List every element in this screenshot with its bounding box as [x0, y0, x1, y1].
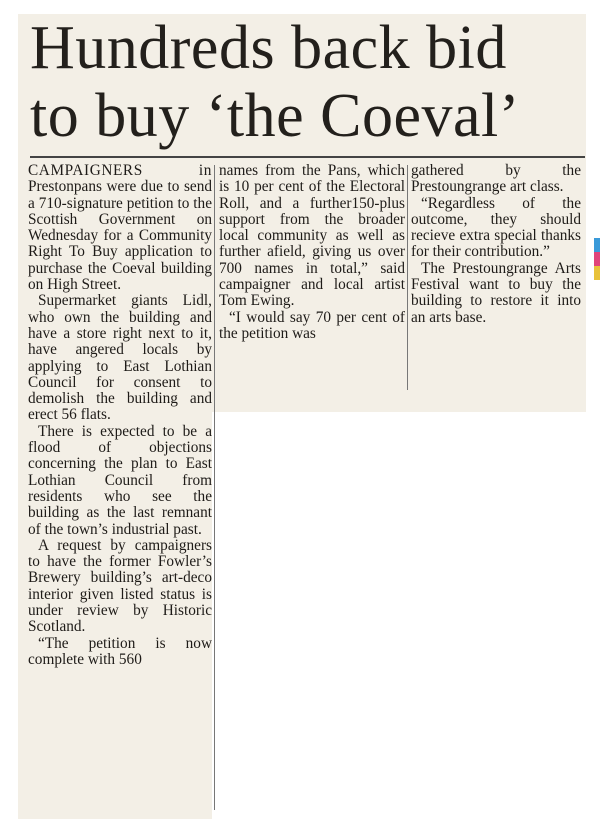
article-column-2 — [219, 163, 405, 389]
headline-line-2: to buy ‘the Coeval’ — [30, 82, 520, 150]
paragraph: There is expected to be a flood of objections concerning the plan to East Lothian Council from residents who see the building as the last remnant of the town’s industrial past. — [28, 422, 212, 538]
paragraph: “I would say 70 per cent of the petition was — [219, 308, 405, 342]
edge-mark-pink — [594, 252, 600, 266]
article-headline — [30, 14, 585, 150]
headline-rule — [30, 156, 585, 158]
edge-mark-blue — [594, 238, 600, 252]
headline-line-1: Hundreds back bid — [30, 14, 507, 82]
column-divider — [214, 165, 215, 810]
paragraph: names from the Pans, which is 10 per cent of the Electoral Roll, and a further150-plus support from the broader local community as well as further afield, giving us over 700 names in total,” said campaigner and local artist Tom Ewing. — [219, 162, 405, 310]
column-divider — [407, 165, 408, 390]
article-column-1 — [28, 163, 212, 811]
paragraph: “Regardless of the outcome, they should recieve extra special thanks for their contribution.” — [411, 194, 581, 261]
paragraph: Supermarket giants Lidl, who own the building and have a store right next to it, have angered locals by applying to East Lothian Council for consent to demolish the building and erect 56 flats. — [28, 292, 212, 424]
lead-word: CAMPAIGNERS in — [28, 162, 212, 179]
paragraph: gathered by the Prestoungrange art class. — [411, 162, 581, 196]
paragraph: CAMPAIGNERS in Prestonpans were due to send a 710-signature petition to the Scottish Government on Wednesday for a Community Right To Buy application to purchase the Coeval building on High Street. — [28, 162, 212, 294]
clipping-cutaway — [212, 412, 600, 835]
edge-mark-yellow — [594, 266, 600, 280]
paragraph: “The petition is now complete with 560 — [28, 634, 212, 668]
article-column-3 — [411, 163, 581, 391]
paragraph: The Prestoungrange Arts Festival want to buy the building to restore it into an arts base. — [411, 259, 581, 326]
paragraph: A request by campaigners to have the former Fowler’s Brewery building’s art-deco interior given listed status is under review by Historic Scotland. — [28, 536, 212, 636]
